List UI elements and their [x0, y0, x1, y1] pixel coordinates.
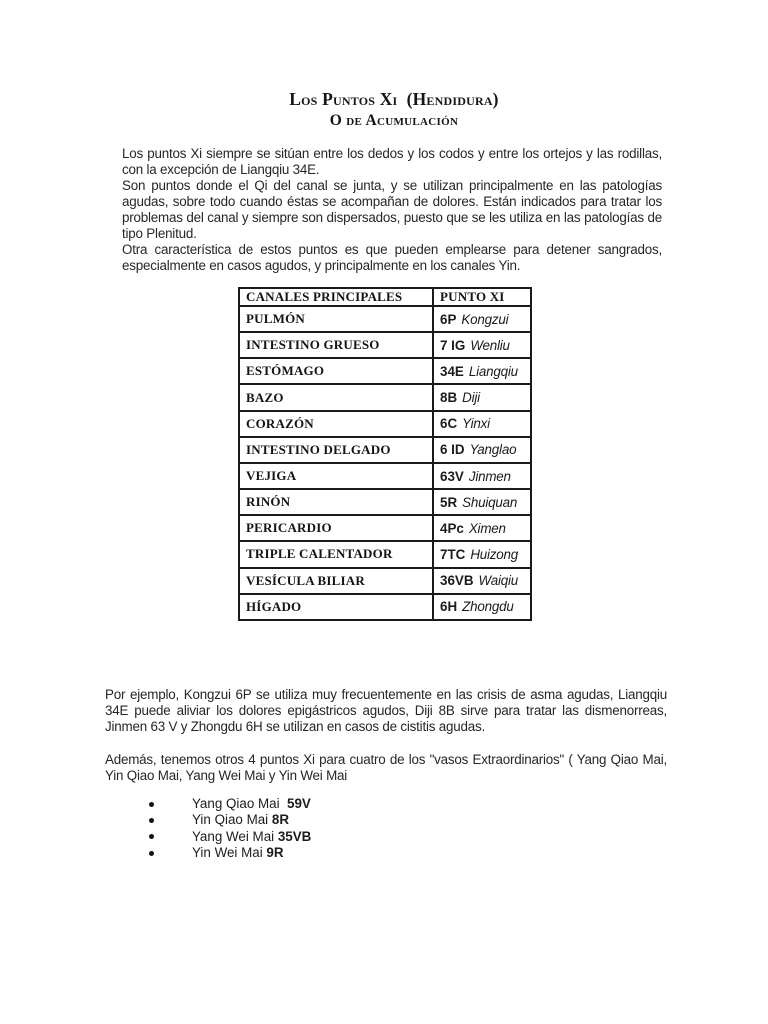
- vessel-name: Yin Wei Mai: [192, 845, 267, 861]
- document-title: [20, 89, 768, 131]
- bullet-icon: [149, 851, 154, 856]
- point-code: 63V: [440, 468, 464, 484]
- example-paragraph: Por ejemplo, Kongzui 6P se utiliza muy frecuentemente en las crisis de asma agudas, Liangqiu 34E puede aliviar los dolores epigástricos agudos, Diji 8B sirve para tratar las dismenorreas, Jinmen 63 V y Zhongdu 6H se utilizan en casos de cistitis agudas.: [105, 687, 667, 735]
- point-name: Zhongdu: [462, 599, 514, 615]
- canal-label: PERICARDIO: [246, 520, 332, 536]
- punto-xi-cell: [433, 306, 531, 332]
- point-name: Huizong: [470, 546, 519, 562]
- xi-points-table: [238, 287, 532, 621]
- point-name: Wenliu: [470, 337, 510, 353]
- point-name: Waiqiu: [478, 573, 518, 589]
- punto-xi-cell: [433, 358, 531, 384]
- title-line-2: O de Acumulación: [329, 112, 459, 129]
- table-row: [239, 463, 531, 489]
- punto-xi-cell: [433, 411, 531, 437]
- punto-xi-cell: [433, 489, 531, 515]
- point-code: 7TC: [440, 546, 466, 562]
- point-code: 36VB: [440, 573, 474, 589]
- table-row: [239, 411, 531, 437]
- table-row: [239, 568, 531, 594]
- canal-label: TRIPLE CALENTADOR: [246, 546, 393, 562]
- point-code: 4Pc: [440, 520, 464, 536]
- header-punto-xi: PUNTO XI: [433, 288, 531, 306]
- table-row: [239, 594, 531, 620]
- point-code: 5R: [440, 494, 458, 510]
- point-code: 6C: [440, 416, 458, 432]
- extraordinary-vessels-list: [105, 796, 505, 862]
- point-name: Shuiquan: [462, 494, 518, 510]
- canal-cell: [239, 568, 433, 594]
- point-name: Jinmen: [468, 468, 511, 484]
- list-item: [105, 845, 505, 861]
- point-code: 8B: [440, 390, 458, 406]
- punto-xi-cell: [433, 515, 531, 541]
- canal-label: PULMÓN: [246, 311, 305, 327]
- punto-xi-cell: [433, 568, 531, 594]
- point-name: Ximen: [468, 520, 506, 536]
- intro-paragraph-1: Los puntos Xi siempre se sitúan entre los dedos y los codos y entre los ortejos y las rodillas, con la excepción de Liangqiu 34E.: [122, 146, 662, 177]
- point-name: Yanglao: [469, 442, 517, 458]
- punto-xi-cell: [433, 541, 531, 567]
- table-row: [239, 358, 531, 384]
- canal-cell: [239, 306, 433, 332]
- table-row: [239, 384, 531, 410]
- canal-cell: [239, 411, 433, 437]
- vessel-name: Yin Qiao Mai: [192, 812, 272, 828]
- table-row: [239, 332, 531, 358]
- canal-label: VEJIGA: [246, 468, 297, 484]
- point-code: 34E: [440, 363, 464, 379]
- punto-xi-cell: [433, 594, 531, 620]
- point-name: Liangqiu: [468, 363, 518, 379]
- table-row: [239, 541, 531, 567]
- extraordinary-vessels-paragraph: Además, tenemos otros 4 puntos Xi para cuatro de los "vasos Extraordinarios" ( Yang Qiao Mai, Yin Qiao Mai, Yang Wei Mai y Yin Wei Mai: [105, 752, 667, 784]
- intro-paragraphs: [122, 146, 662, 274]
- canal-label: ESTÓMAGO: [246, 363, 325, 379]
- vessel-point-code: 8R: [271, 812, 290, 828]
- canal-cell: [239, 463, 433, 489]
- punto-xi-cell: [433, 384, 531, 410]
- table-row: [239, 306, 531, 332]
- canal-cell: [239, 358, 433, 384]
- table-row: [239, 515, 531, 541]
- canal-cell: [239, 541, 433, 567]
- title-line-1: Los Puntos Xi (Hendidura): [289, 89, 499, 109]
- canal-label: HÍGADO: [246, 598, 302, 614]
- vessel-point-code: 35VB: [277, 828, 312, 844]
- list-item: [105, 829, 505, 845]
- bullet-icon: [149, 802, 154, 807]
- canal-label: VESÍCULA BILIAR: [246, 572, 365, 588]
- vessel-name: Yang Wei Mai: [192, 828, 278, 844]
- canal-cell: [239, 384, 433, 410]
- canal-label: RINÓN: [246, 494, 291, 510]
- canal-cell: [239, 332, 433, 358]
- header-canales-principales: CANALES PRINCIPALES: [239, 288, 433, 306]
- point-name: Yinxi: [462, 416, 490, 432]
- table-row: [239, 437, 531, 463]
- punto-xi-cell: [433, 332, 531, 358]
- canal-cell: [239, 489, 433, 515]
- point-name: Diji: [462, 390, 480, 406]
- list-item: [105, 796, 505, 812]
- intro-paragraph-3: Otra característica de estos puntos es que pueden emplearse para detener sangrados, especialmente en casos agudos, y principalmente en los canales Yin.: [122, 242, 662, 273]
- point-code: 6P: [440, 311, 457, 327]
- bullet-icon: [149, 818, 154, 823]
- point-code: 7 IG: [440, 337, 466, 353]
- punto-xi-cell: [433, 463, 531, 489]
- canal-label: CORAZÓN: [246, 415, 314, 431]
- canal-cell: [239, 594, 433, 620]
- canal-label: BAZO: [246, 389, 284, 405]
- canal-label: INTESTINO DELGADO: [246, 441, 391, 457]
- canal-label: INTESTINO GRUESO: [246, 337, 380, 353]
- table-header-row: [239, 288, 531, 306]
- canal-cell: [239, 437, 433, 463]
- table-row: [239, 489, 531, 515]
- list-item: [105, 812, 505, 828]
- punto-xi-cell: [433, 437, 531, 463]
- vessel-point-code: 59V: [287, 796, 311, 811]
- vessel-point-code: 9R: [266, 845, 284, 861]
- point-code: 6 ID: [440, 442, 465, 458]
- point-name: Kongzui: [461, 311, 509, 327]
- vessel-name: Yang Qiao Mai: [192, 796, 288, 811]
- table-body: [239, 306, 531, 620]
- intro-paragraph-2: Son puntos donde el Qi del canal se junta, y se utilizan principalmente en las patologías agudas, sobre todo cuando éstas se acompañan de dolores. Están indicados para tratar los problemas del canal y siempre son dispersados, puesto que se les utiliza en las patologías de tipo Plenitud.: [122, 178, 662, 241]
- point-code: 6H: [440, 599, 458, 615]
- canal-cell: [239, 515, 433, 541]
